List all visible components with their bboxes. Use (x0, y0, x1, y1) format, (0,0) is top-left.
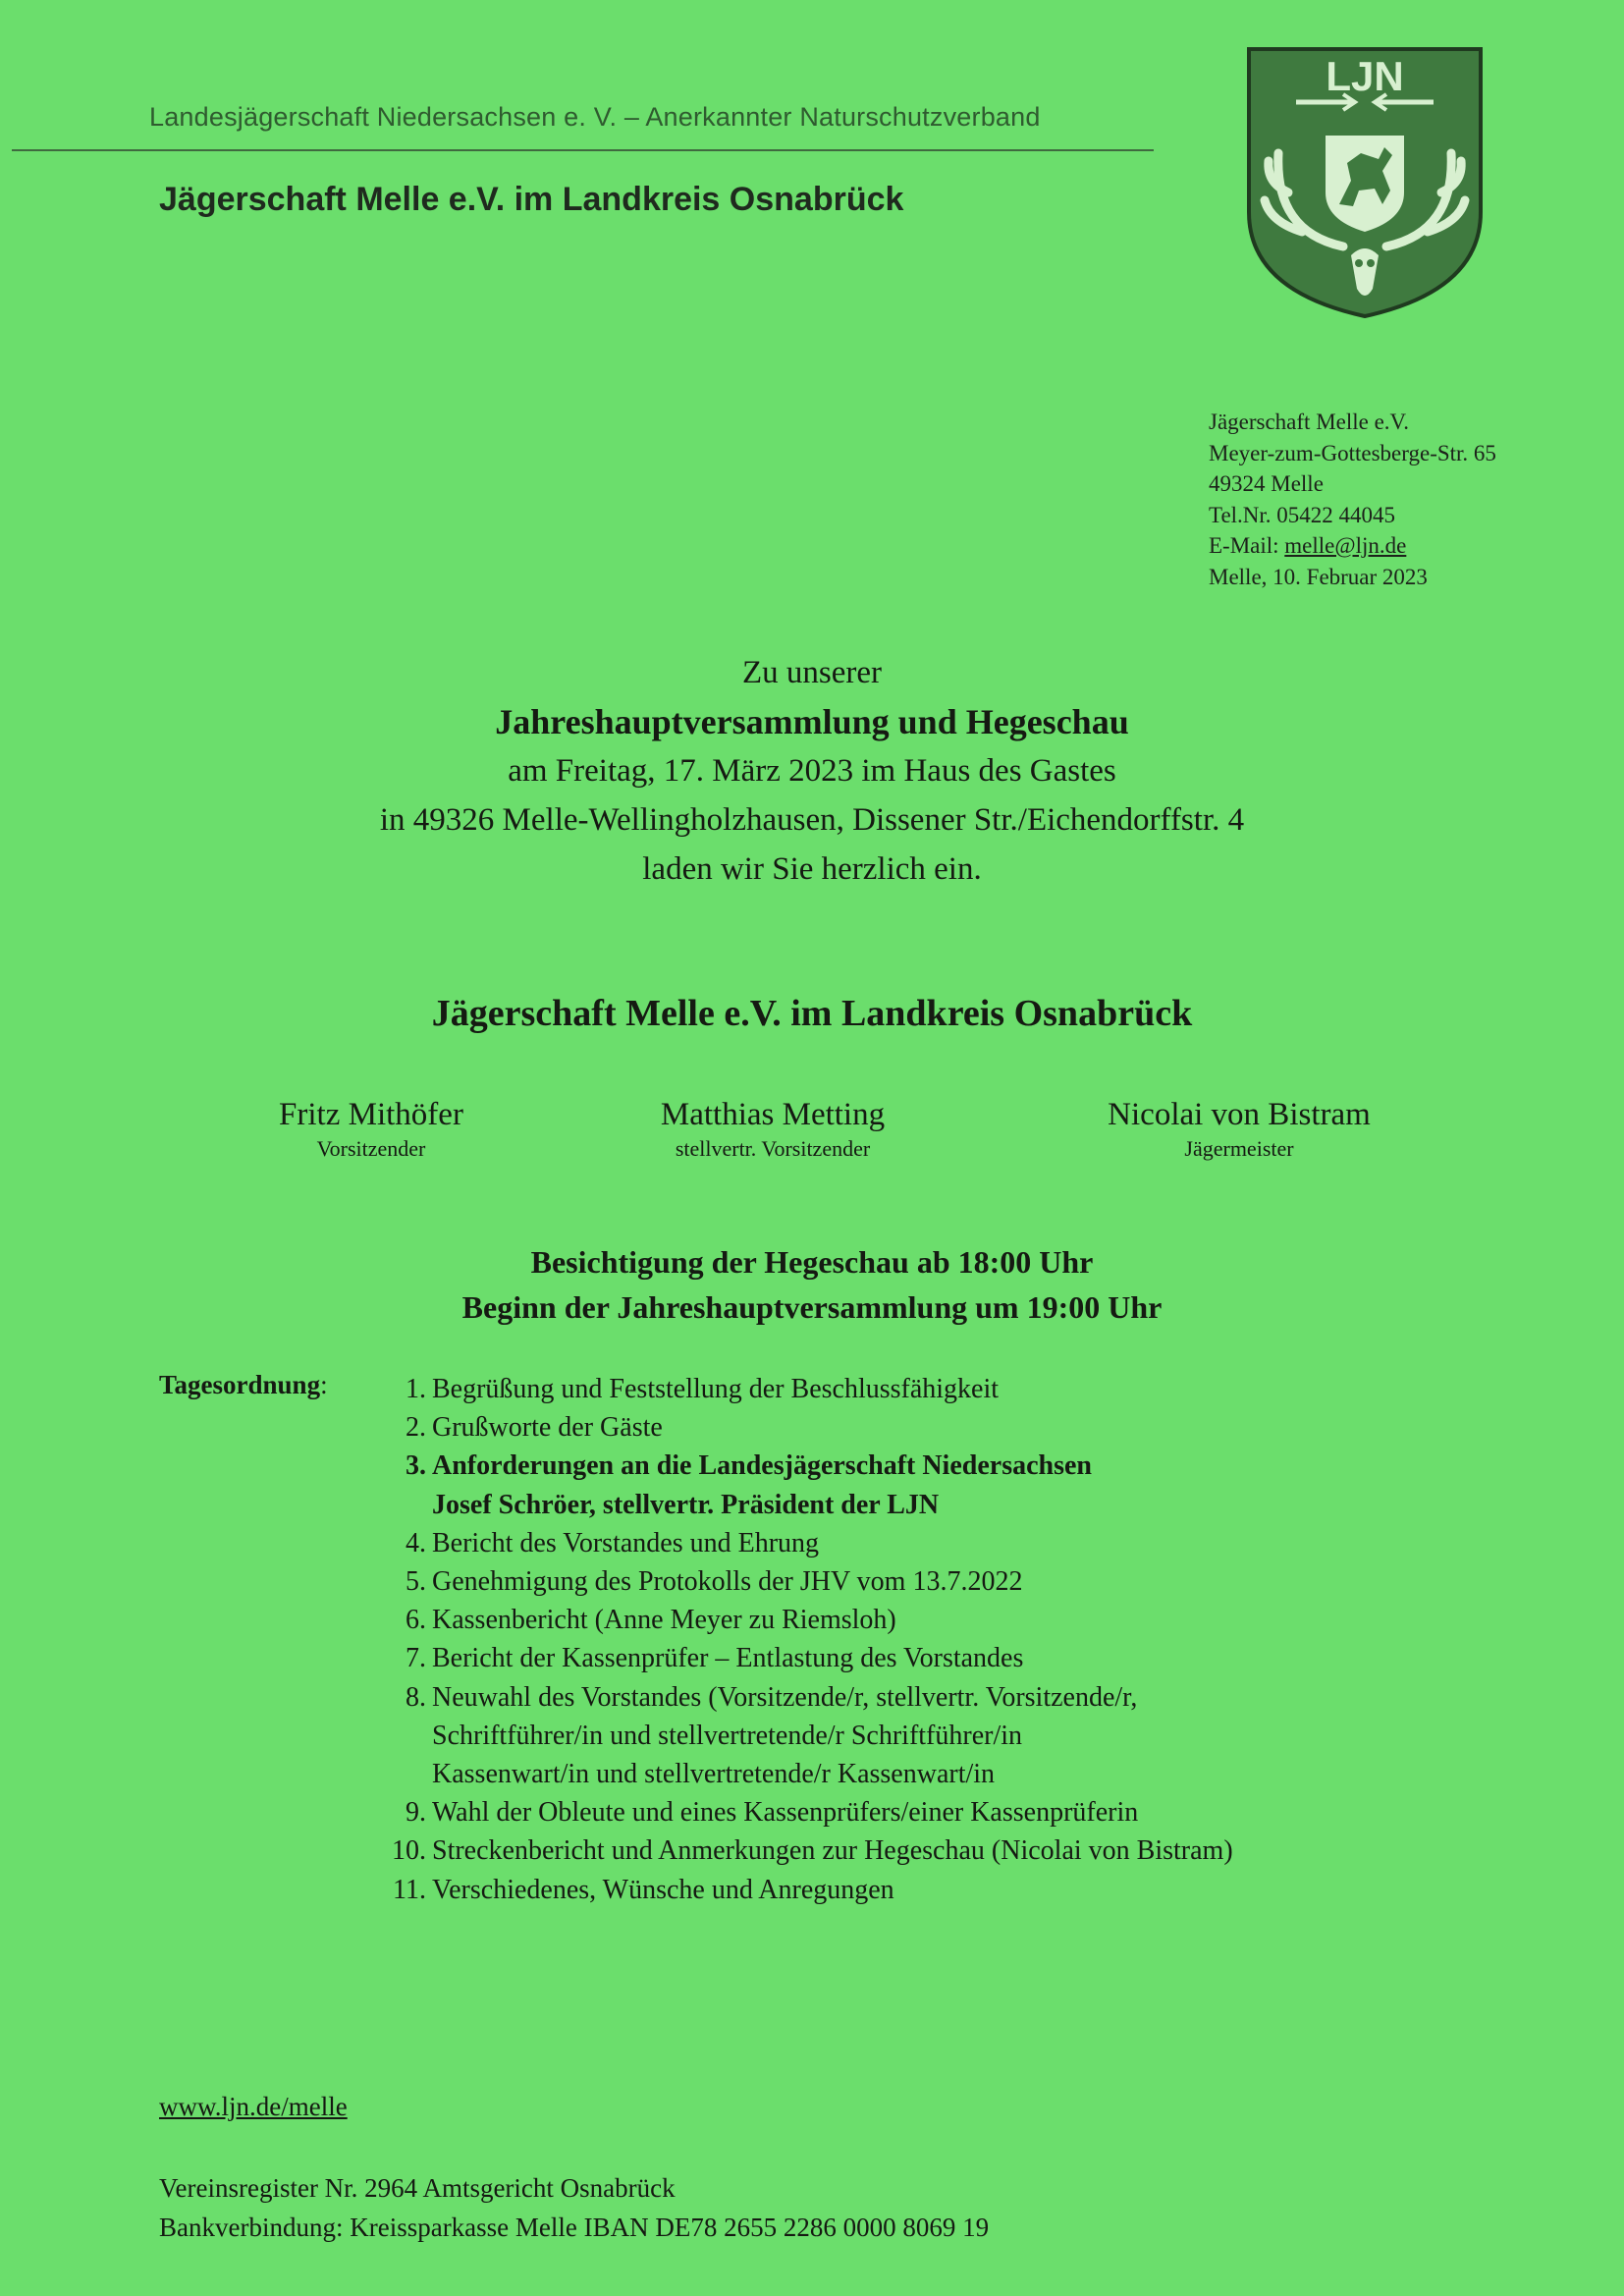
agenda-item: 3. Anforderungen an die Landesjägerschaft Niedersachsen Josef Schröer, stellvertr. Präsident der LJN (406, 1450, 1092, 1520)
invitation-address: in 49326 Melle-Wellingholzhausen, Dissener Str./Eichendorffstr. 4 (379, 802, 1245, 838)
bank-info: Bankverbindung: Kreissparkasse Melle IBAN DE78 2655 2286 0000 8069 19 (159, 2213, 990, 2242)
address-phone: Tel.Nr. 05422 44045 (1209, 502, 1396, 527)
agenda-item: 7. Bericht der Kassenprüfer – Entlastung des Vorstandes (406, 1643, 1024, 1674)
agenda-item: 10. Streckenbericht und Anmerkungen zur Hegeschau (Nicolai von Bistram) (392, 1835, 1233, 1867)
signature-organization: Jägerschaft Melle e.V. im Landkreis Osnabrück (431, 993, 1193, 1034)
organization-title: Jägerschaft Melle e.V. im Landkreis Osnabrück (159, 181, 904, 218)
ljn-crest-icon (1245, 45, 1485, 320)
website-link[interactable]: www.ljn.de/melle (159, 2092, 348, 2121)
email-link[interactable]: melle@ljn.de (1284, 533, 1407, 558)
agenda-item: 1. Begrüßung und Feststellung der Beschlussfähigkeit (406, 1374, 1000, 1404)
agenda-list (365, 1370, 1602, 1909)
sender-address (1209, 407, 1601, 592)
agenda-item: 11. Verschiedenes, Wünsche und Anregungen (393, 1874, 894, 1905)
association-line: Landesjägerschaft Niedersachsen e. V. – Anerkannter Naturschutzverband (149, 102, 1041, 132)
register-info: Vereinsregister Nr. 2964 Amtsgericht Osnabrück (159, 2173, 676, 2203)
schedule-meeting: Beginn der Jahreshauptversammlung um 19:00 Uhr (461, 1289, 1163, 1325)
invitation-date-venue: am Freitag, 17. März 2023 im Haus des Gastes (508, 753, 1116, 789)
signatory-role: Vorsitzender (316, 1136, 426, 1161)
address-email-row (1209, 530, 1601, 562)
invitation-block (0, 648, 1624, 894)
address-street: Meyer-zum-Gottesberge-Str. 65 (1209, 440, 1496, 465)
address-name: Jägerschaft Melle e.V. (1209, 410, 1409, 434)
agenda-item: 5. Genehmigung des Protokolls der JHV vom 13.7.2022 (406, 1566, 1023, 1598)
agenda-item: 2. Grußworte der Gäste (406, 1412, 663, 1444)
agenda-item: 8. Neuwahl des Vorstandes (Vorsitzende/r, stellvertr. Vorsitzende/r, Schriftführer/in und stellvertretende/r Schriftführer/in Kassenwart/in und stellvertretende/r Kassenwart/in (406, 1681, 1138, 1790)
agenda-item: 9. Wahl der Obleute und eines Kassenprüfers/einer Kassenprüferin (406, 1797, 1139, 1829)
agenda-item: 6. Kassenbericht (Anne Meyer zu Riemsloh) (406, 1605, 896, 1636)
invitation-intro: Zu unserer (741, 655, 883, 690)
signatory-name: Matthias Metting (660, 1097, 886, 1132)
header-divider (12, 149, 1154, 151)
letter-date: Melle, 10. Februar 2023 (1209, 564, 1428, 589)
agenda-item: 4. Bericht des Vorstandes und Ehrung (406, 1527, 820, 1558)
agenda-label: Tagesordnung: (159, 1370, 328, 1399)
footer-block (159, 2168, 989, 2247)
signatory-role: Jägermeister (1184, 1136, 1294, 1161)
address-city: 49324 Melle (1209, 471, 1324, 496)
signatory-vice-chair (567, 1094, 979, 1163)
signatory-role: stellvertr. Vorsitzender (675, 1136, 871, 1161)
email-label: E-Mail: (1209, 533, 1285, 558)
signatory-name: Nicolai von Bistram (1108, 1097, 1371, 1132)
signatory-name: Fritz Mithöfer (279, 1097, 463, 1132)
logo-text: LJN (1326, 53, 1404, 99)
signatory-huntmaster (1033, 1094, 1445, 1163)
schedule-viewing: Besichtigung der Hegeschau ab 18:00 Uhr (530, 1244, 1094, 1280)
invitation-title: Jahreshauptversammlung und Hegeschau (495, 702, 1129, 741)
invitation-closing: laden wir Sie herzlich ein. (642, 851, 982, 887)
signatory-chair (165, 1094, 577, 1163)
schedule-block (0, 1239, 1624, 1330)
